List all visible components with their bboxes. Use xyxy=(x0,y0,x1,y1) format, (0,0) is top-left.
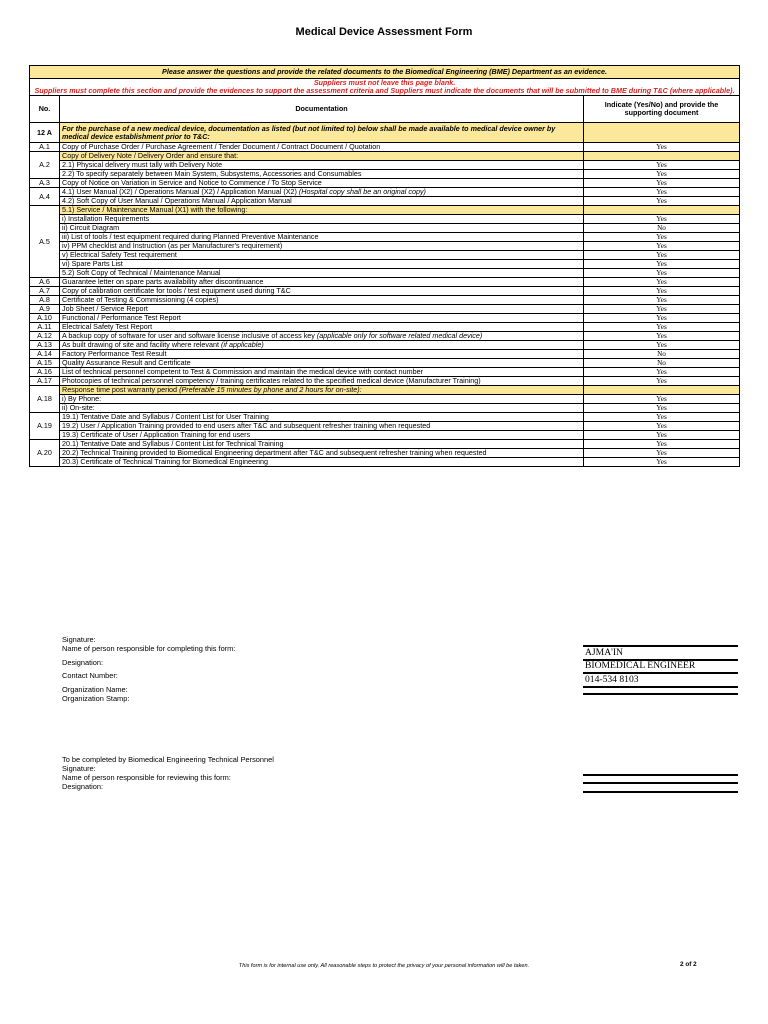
table-row xyxy=(30,422,740,431)
table-row xyxy=(30,404,740,413)
answer-cell[interactable]: Yes xyxy=(584,161,740,170)
table-row xyxy=(30,251,740,260)
answer-cell[interactable]: Yes xyxy=(584,305,740,314)
header-indicate: Indicate (Yes/No) and provide the supporting document xyxy=(584,96,740,123)
item-text: 19.1) Tentative Date and Syllabus / Content List for User Training xyxy=(60,413,584,422)
item-text: Guarantee letter on spare parts availability after discontinuance xyxy=(60,278,584,287)
answer-cell[interactable]: Yes xyxy=(584,314,740,323)
item-text: 5.2) Soft Copy of Technical / Maintenance Manual xyxy=(60,269,584,278)
instruction-row xyxy=(30,66,740,79)
table-row xyxy=(30,197,740,206)
reviewer-signature-label: Signature: xyxy=(62,764,96,773)
answer-cell[interactable]: Yes xyxy=(584,341,740,350)
item-heading: Response time post warranty period xyxy=(62,385,178,394)
item-text: 4.1) User Manual (X2) / Operations Manual (X2) / Application Manual (X2) xyxy=(62,187,297,196)
table-row xyxy=(30,440,740,449)
answer-cell[interactable]: Yes xyxy=(584,251,740,260)
table-row xyxy=(30,179,740,188)
answer-cell[interactable]: Yes xyxy=(584,260,740,269)
supplier-name-label: Name of person responsible for completing this form: xyxy=(62,644,236,653)
table-row xyxy=(30,296,740,305)
answer-cell[interactable]: Yes xyxy=(584,197,740,206)
supplier-stamp-label: Organization Stamp: xyxy=(62,694,130,703)
table-row xyxy=(30,458,740,467)
table-row xyxy=(30,350,740,359)
item-text: List of technical personnel competent to Test & Commission and maintain the medical device with contact number xyxy=(60,368,584,377)
item-text: 20.2) Technical Training provided to Biomedical Engineering department after T&C and subsequent refresher training when requested xyxy=(60,449,584,458)
table-row xyxy=(30,332,740,341)
table-row xyxy=(30,152,740,161)
table-row xyxy=(30,341,740,350)
answer-cell[interactable]: No xyxy=(584,359,740,368)
item-number: A.3 xyxy=(30,179,60,188)
supplier-contact-field[interactable]: 014-534 8103 xyxy=(585,674,639,685)
table-row xyxy=(30,386,740,395)
item-text: As built drawing of site and facility where relevant xyxy=(62,340,220,349)
table-row xyxy=(30,314,740,323)
section-12a-row xyxy=(30,123,740,143)
item-text: 19.3) Certificate of User / Application Training for end users xyxy=(60,431,584,440)
item-number: A.12 xyxy=(30,332,60,341)
item-text: i) By Phone: xyxy=(60,395,584,404)
item-number: A.16 xyxy=(30,368,60,377)
item-number: A.6 xyxy=(30,278,60,287)
item-text: iv) PPM checklist and Instruction (as per Manufacturer's requirement) xyxy=(60,242,584,251)
instruction-text: Please answer the questions and provide the related documents to the Biomedical Engineering (BME) Department as an evidence. xyxy=(30,66,740,79)
supplier-contact-label: Contact Number: xyxy=(62,671,118,680)
item-number: A.2 xyxy=(30,152,60,179)
item-text: iii) List of tools / test equipment required during Planned Preventive Maintenance xyxy=(60,233,584,242)
answer-cell[interactable]: Yes xyxy=(584,377,740,386)
supplier-designation-label: Designation: xyxy=(62,658,104,667)
form-title: Medical Device Assessment Form xyxy=(295,26,473,38)
header-no: No. xyxy=(30,96,60,123)
item-number: A.18 xyxy=(30,386,60,413)
table-row xyxy=(30,215,740,224)
warning-blank-text: Suppliers must not leave this page blank. xyxy=(313,78,456,87)
item-text: Photocopies of technical personnel competency / training certificates related to the specified medical device (Manufacturer Training) xyxy=(60,377,584,386)
table-row xyxy=(30,287,740,296)
table-row xyxy=(30,368,740,377)
item-number: A.5 xyxy=(30,206,60,278)
item-text: Factory Performance Test Result xyxy=(60,350,584,359)
item-number: A.10 xyxy=(30,314,60,323)
answer-cell[interactable]: No xyxy=(584,350,740,359)
table-row xyxy=(30,413,740,422)
table-row xyxy=(30,431,740,440)
item-text: Copy of Purchase Order / Purchase Agreement / Tender Document / Contract Document / Quotation xyxy=(60,143,584,152)
item-text: ii) Circuit Diagram xyxy=(60,224,584,233)
reviewer-heading: To be completed by Biomedical Engineering Technical Personnel xyxy=(62,755,274,764)
item-text: Copy of calibration certificate for tools / test equipment used during T&C xyxy=(60,287,584,296)
reviewer-name-line[interactable] xyxy=(583,782,738,784)
item-note: (applicable only for software related medical device) xyxy=(316,331,483,340)
answer-cell[interactable]: Yes xyxy=(584,404,740,413)
item-heading: Copy of Delivery Note / Delivery Order and ensure that: xyxy=(60,152,584,161)
item-number: A.9 xyxy=(30,305,60,314)
table-header xyxy=(30,96,740,123)
org-line xyxy=(583,693,738,695)
item-text: 2.2) To specify separately between Main System, Subsystems, Accessories and Consumables xyxy=(60,170,584,179)
header-documentation: Documentation xyxy=(60,96,584,123)
item-number: A.11 xyxy=(30,323,60,332)
item-note: (Preferable 15 minutes by phone and 2 hours for on-site): xyxy=(179,385,362,394)
answer-cell[interactable]: Yes xyxy=(584,440,740,449)
item-number: A.1 xyxy=(30,143,60,152)
item-text: Copy of Notice on Variation in Service and Notice to Commence / To Stop Service xyxy=(60,179,584,188)
table-row xyxy=(30,170,740,179)
table-row xyxy=(30,359,740,368)
answer-cell[interactable]: Yes xyxy=(584,422,740,431)
assessment-table xyxy=(29,65,740,467)
item-text: v) Electrical Safety Test requirement xyxy=(60,251,584,260)
item-text: Job Sheet / Service Report xyxy=(60,305,584,314)
table-row xyxy=(30,377,740,386)
reviewer-signature-line[interactable] xyxy=(583,774,738,776)
item-heading: 5.1) Service / Maintenance Manual (X1) with the following: xyxy=(60,206,584,215)
table-row xyxy=(30,278,740,287)
supplier-designation-field[interactable]: BIOMEDICAL ENGINEER xyxy=(585,660,696,671)
item-text: 19.2) User / Application Training provided to end users after T&C and subsequent refresher training when requested xyxy=(60,422,584,431)
answer-cell[interactable]: Yes xyxy=(584,242,740,251)
item-text: 20.1) Tentative Date and Syllabus / Content List for Technical Training xyxy=(60,440,584,449)
table-row xyxy=(30,449,740,458)
warning-evidence-text: Suppliers must complete this section and provide the evidences to support the assessment criteria and Suppliers must indicate the documents that will be submitted to BME during T&C (where applicable). xyxy=(34,86,735,95)
reviewer-designation-label: Designation: xyxy=(62,782,104,791)
table-row xyxy=(30,143,740,152)
answer-cell[interactable]: Yes xyxy=(584,296,740,305)
answer-cell[interactable]: Yes xyxy=(584,368,740,377)
item-number: A.14 xyxy=(30,350,60,359)
section-text: For the purchase of a new medical device, documentation as listed (but not limited to) below shall be made available to medical device owner by medical device establishment prior to T&C: xyxy=(60,123,584,143)
page-number: 2 of 2 xyxy=(680,961,697,968)
item-number: A.15 xyxy=(30,359,60,368)
item-number: A.8 xyxy=(30,296,60,305)
item-text: ii) On-site: xyxy=(60,404,584,413)
answer-cell[interactable]: Yes xyxy=(584,215,740,224)
item-note: (Hospital copy shall be an original copy) xyxy=(298,187,426,196)
answer-cell[interactable]: Yes xyxy=(584,332,740,341)
reviewer-name-label: Name of person responsible for reviewing this form: xyxy=(62,773,231,782)
answer-cell[interactable]: No xyxy=(584,224,740,233)
item-text: Quality Assurance Result and Certificate xyxy=(60,359,584,368)
section-number: 12 A xyxy=(30,123,60,143)
item-text: 20.3) Certificate of Technical Training for Biomedical Engineering xyxy=(60,458,584,467)
item-text: 4.2) Soft Copy of User Manual / Operations Manual / Application Manual xyxy=(60,197,584,206)
table-row xyxy=(30,305,740,314)
table-row xyxy=(30,323,740,332)
item-text: 2.1) Physical delivery must tally with Delivery Note xyxy=(60,161,584,170)
table-row xyxy=(30,242,740,251)
item-text: Functional / Performance Test Report xyxy=(60,314,584,323)
supplier-org-label: Organization Name: xyxy=(62,685,128,694)
answer-cell[interactable]: Yes xyxy=(584,143,740,152)
table-row xyxy=(30,233,740,242)
reviewer-designation-line[interactable] xyxy=(583,791,738,793)
item-text: A backup copy of software for user and software license inclusive of access key xyxy=(62,331,315,340)
supplier-name-field[interactable]: AJMA'IN xyxy=(585,647,623,658)
answer-cell[interactable]: Yes xyxy=(584,170,740,179)
table-row xyxy=(30,206,740,215)
answer-cell[interactable]: Yes xyxy=(584,431,740,440)
item-number: A.4 xyxy=(30,188,60,206)
item-text: i) Installation Requirements xyxy=(60,215,584,224)
answer-cell[interactable]: Yes xyxy=(584,269,740,278)
footer-note: This form is for internal use only. All reasonable steps to protect the privacy of your personal information will be taken. xyxy=(238,963,530,969)
answer-cell[interactable]: Yes xyxy=(584,233,740,242)
answer-cell[interactable]: Yes xyxy=(584,323,740,332)
warning-row xyxy=(30,79,740,96)
item-text: Certificate of Testing & Commissioning (4 copies) xyxy=(60,296,584,305)
table-row xyxy=(30,188,740,197)
answer-cell[interactable]: Yes xyxy=(584,179,740,188)
item-number: A.7 xyxy=(30,287,60,296)
item-number: A.17 xyxy=(30,377,60,386)
item-text: vi) Spare Parts List xyxy=(60,260,584,269)
item-number: A.19 xyxy=(30,413,60,440)
table-row xyxy=(30,161,740,170)
table-row xyxy=(30,224,740,233)
item-number: A.13 xyxy=(30,341,60,350)
answer-cell[interactable]: Yes xyxy=(584,413,740,422)
answer-cell[interactable]: Yes xyxy=(584,458,740,467)
table-row xyxy=(30,260,740,269)
answer-cell[interactable]: Yes xyxy=(584,449,740,458)
item-number: A.20 xyxy=(30,440,60,467)
table-row xyxy=(30,395,740,404)
contact-line xyxy=(583,686,738,688)
supplier-signature-label: Signature: xyxy=(62,635,96,644)
answer-cell[interactable]: Yes xyxy=(584,395,740,404)
item-text: Electrical Safety Test Report xyxy=(60,323,584,332)
answer-cell[interactable]: Yes xyxy=(584,287,740,296)
answer-cell[interactable]: Yes xyxy=(584,278,740,287)
answer-cell[interactable]: Yes xyxy=(584,188,740,197)
table-row xyxy=(30,269,740,278)
item-note: (if applicable) xyxy=(221,340,264,349)
